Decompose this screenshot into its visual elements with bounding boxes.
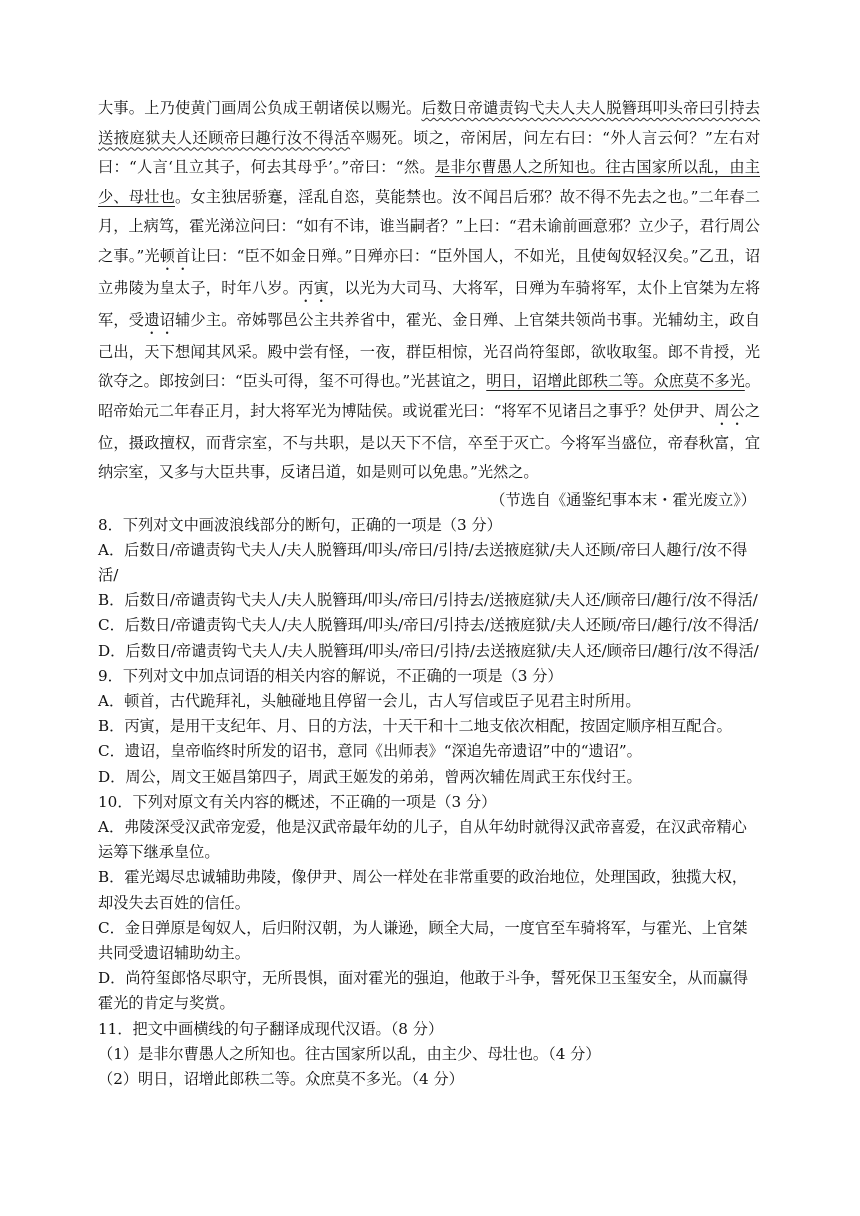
passage-segment: ，以光为大司马、大将军，日殚为车骑将军，太仆上官桀为左将军，受 (98, 278, 761, 329)
passage-segment: 卒赐死。顷之，帝闲居，问左右曰：“外人言云何？”左右对曰：“人言‘且立其子，何去其母乎’。”帝曰：“然。 (98, 128, 761, 176)
dotted-term: 顿首 (159, 246, 191, 265)
question-line: B．后数日/帝谴责钩弋夫人/夫人脱簪珥/叩头/帝曰/引持去/送掖庭狱/夫人还/顾帝曰/趣行/汝不得活/ (98, 591, 758, 610)
question-line: D．后数日/帝谴责钩弋夫人/夫人脱簪珥/叩头/帝曰/引持/去送掖庭狱/夫人还/顾帝曰/趣行/汝不得活/ (98, 641, 759, 660)
passage-segment: 之位，摄政擅权，而背宗室，不与共职，是以天下不信，卒至于灭亡。今将军当盛位，帝春秋富，宜纳宗室，又多与大臣共事，反诸吕道，如是则可以免患。”光然之。 (98, 401, 761, 481)
passage-segment: 辅少主。帝姊鄂邑公主共养省中，霍光、金日殚、上官桀共领尚书事。光辅幼主，政自己出，天下想闻其风采。殿中尝有怪，一夜，群臣相惊，光召尚符玺郎，欲收取玺。郎不肯授，光欲夺之。郎按剑曰：“臣头可得，玺不可得也。”光甚谊之， (98, 310, 761, 390)
dotted-term: 周公 (714, 401, 745, 420)
question-line: C．后数日/帝谴责钩弋夫人/夫人脱簪珥/叩头/帝曰/引持去/送掖庭狱/夫人还顾/帝曰/趣行/汝不得活/ (98, 616, 759, 635)
exam-page (98, 94, 760, 1092)
question-line: 8．下列对文中画波浪线部分的断句，正确的一项是（3 分） (98, 515, 502, 534)
underlined-sentence: 明日，诏增此郎秩二等。众庶莫不多光 (486, 372, 745, 390)
question-line: D．尚符玺郎恪尽职守，无所畏惧，面对霍光的强迫，他敢于斗争，誓死保卫玉玺安全，从而赢得霍光的肯定与奖赏。 (98, 969, 749, 1013)
passage-segment: 。昭帝始元二年春正月，封大将军光为博陆侯。或说霍光曰：“将军不见诸吕之事乎？处伊尹、 (98, 372, 760, 420)
question-line: D．周公，周文王姬昌第四子，周武王姬发的弟弟，曾两次辅佐周武王东伐纣王。 (98, 767, 642, 786)
question-line: C．金日弹原是匈奴人，后归附汉朝，为人谦逊，顾全大局，一度官至车骑将军，与霍光、上官桀共同受遗诏辅助幼主。 (98, 918, 748, 962)
question-line: B．丙寅，是用干支纪年、月、日的方法，十天干和十二地支依次相配，按固定顺序相互配合。 (98, 717, 732, 736)
question-line: 9．下列对文中加点词语的相关内容的解说，不正确的一项是（3 分） (98, 666, 563, 685)
question-line: （2）明日，诏增此郎秩二等。众庶莫不多光。（4 分） (98, 1069, 464, 1088)
passage-source: （节选自《通鉴纪事本末・霍光废立》） (490, 490, 756, 509)
question-line: C．遗诏，皇帝临终时所发的诏书，意同《出师表》“深追先帝遗诏”中的“遗诏”。 (98, 742, 642, 761)
questions-section (98, 513, 760, 1093)
question-line: B．霍光竭尽忠诚辅助弗陵，像伊尹、周公一样处在非常重要的政治地位，处理国政，独揽大权，却没失去百姓的信任。 (98, 868, 748, 912)
wavy-underlined-text: 后数日帝谴责钩弋夫人夫人脱簪珥叩头帝曰引持去送掖庭狱夫人还顾帝曰趣行汝不得活 (98, 99, 761, 147)
dotted-term: 遗诏 (144, 310, 176, 329)
passage-segment: 大事。上乃使黄门画周公负成王朝诸侯以赐光。 (98, 99, 422, 117)
question-line: A．顿首，古代跪拜礼，头触碰地且停留一会儿，古人写信或臣子见君主时所用。 (98, 691, 641, 710)
question-line: 11．把文中画横线的句子翻译成现代汉语。（8 分） (98, 1019, 444, 1038)
passage-segment: 。女主独居骄蹇，淫乱自恣，莫能禁也。汝不闻吕后邪？故不得不先去之也。”二年春二月，上病笃，霍光涕泣问曰：“如有不讳，谁当嗣者？”上曰：“君未谕前画意邪？立少子，君行周公之事。”光 (98, 187, 761, 265)
underlined-sentence: 是非尔曹愚人之所知也。往古国家所以乱，由主少、母壮也 (98, 158, 760, 206)
passage-text (98, 94, 760, 488)
question-line: （1）是非尔曹愚人之所知也。往古国家所以乱，由主少、母壮也。（4 分） (98, 1044, 601, 1063)
passage-segment: 让曰：“臣不如金日殚。”日殚亦曰：“臣外国人，不如光，且使匈奴轻汉矣。”乙丑，诏立弗陵为皇太子，时年八岁。 (98, 246, 761, 297)
question-line: 10．下列对原文有关内容的概述，不正确的一项是（3 分） (98, 792, 497, 811)
dotted-term: 丙寅 (298, 278, 330, 297)
question-line: A．后数日/帝谴责钩弋夫人/夫人脱簪珥/叩头/帝曰/引持/去送掖庭狱/夫人还顾/帝曰人趣行/汝不得活/ (98, 540, 748, 584)
question-line: A．弗陵深受汉武帝宠爱，他是汉武帝最年幼的儿子，自从年幼时就得汉武帝喜爱，在汉武帝精心运筹下继承皇位。 (98, 817, 747, 862)
